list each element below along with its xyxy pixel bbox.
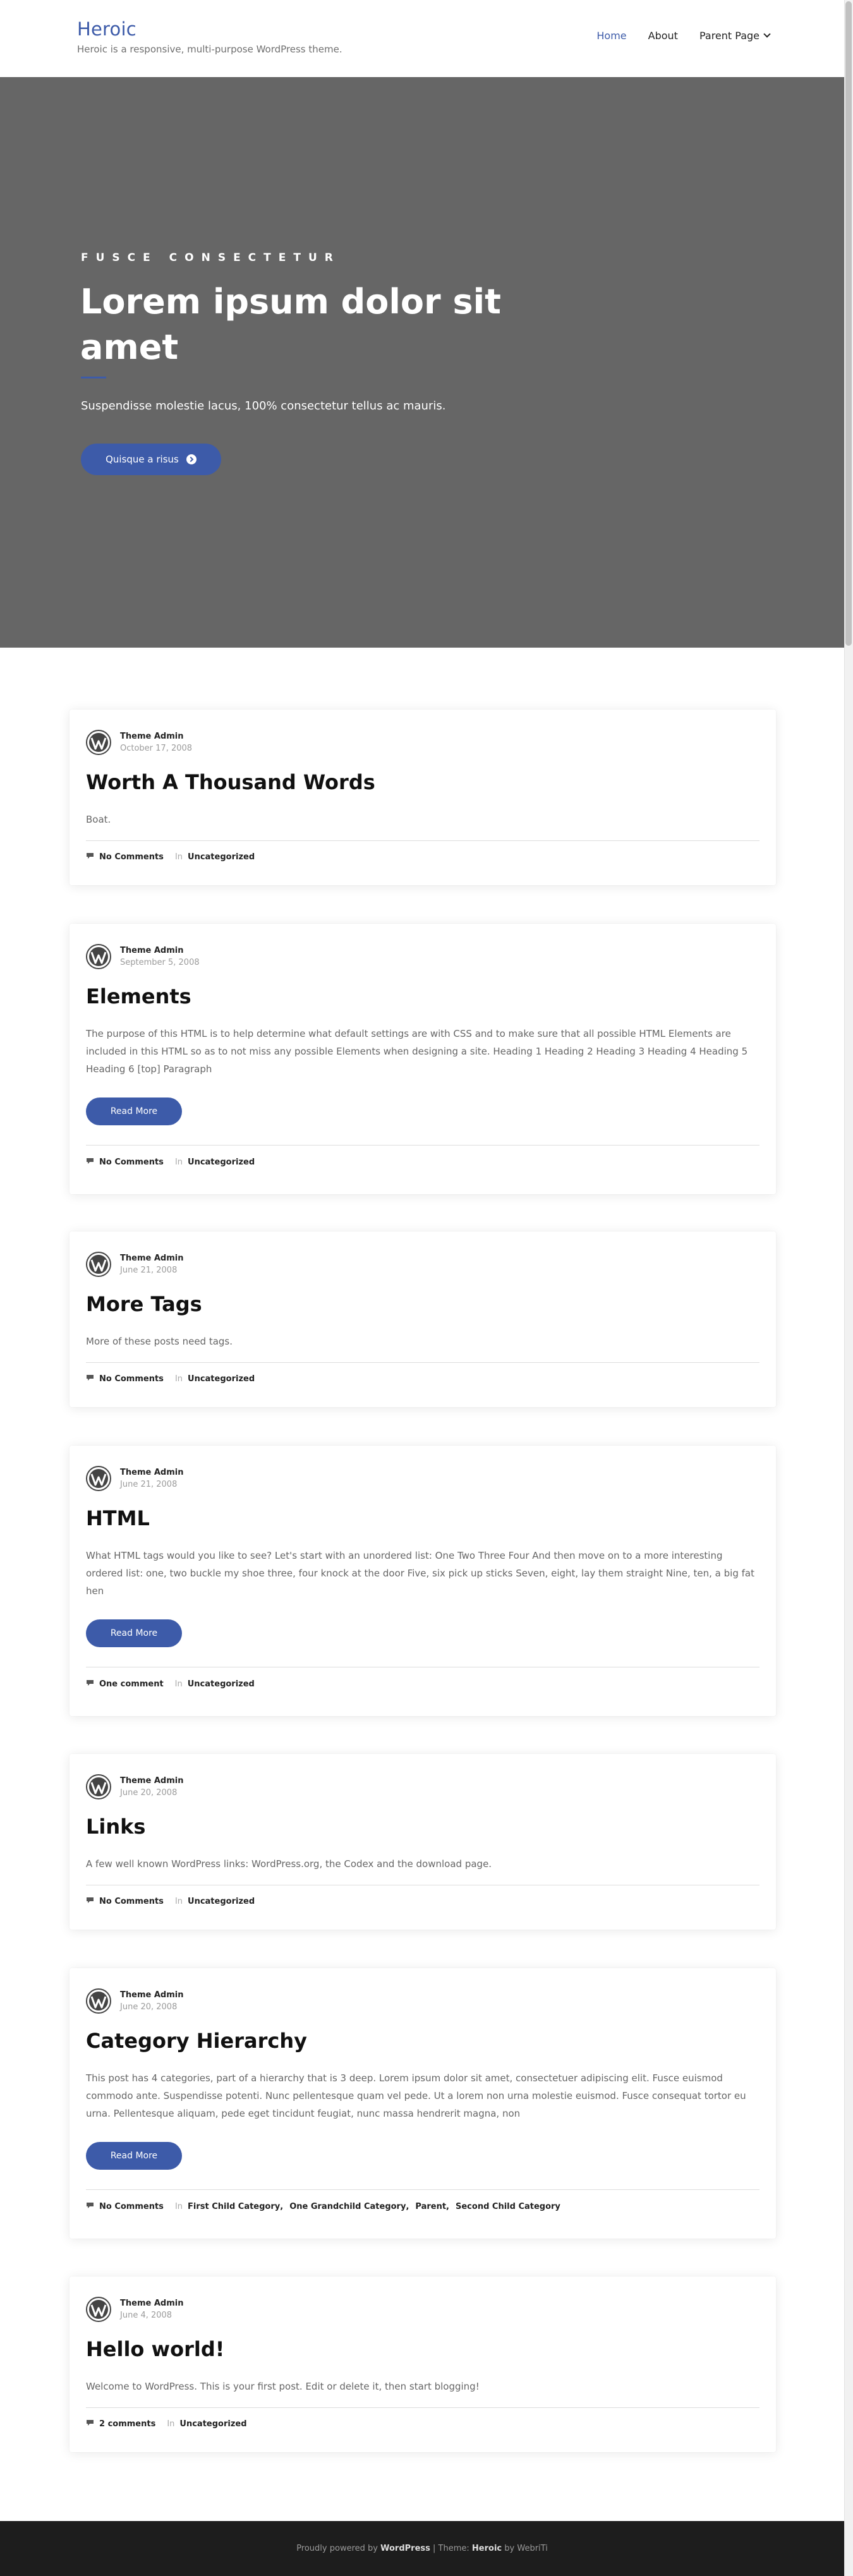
- post-in-label: In: [174, 1158, 183, 1167]
- post-card: [70, 1231, 776, 1407]
- post-card: [70, 1754, 776, 1930]
- post-category-link[interactable]: One Grandchild Category: [289, 2202, 406, 2211]
- post-comments-link[interactable]: No Comments: [99, 1897, 164, 1906]
- comment-icon: [86, 1897, 99, 1906]
- arrow-right-circle-icon: [186, 454, 197, 464]
- post-excerpt: Boat.: [86, 814, 111, 825]
- post-title[interactable]: Links: [86, 1815, 146, 1839]
- post-author-row: [86, 730, 192, 755]
- post-meta: [86, 1679, 255, 1689]
- post-author[interactable]: Theme Admin: [120, 2299, 184, 2308]
- post-author[interactable]: Theme Admin: [120, 946, 184, 955]
- nav-item-about[interactable]: [648, 30, 678, 42]
- wordpress-avatar-icon: [86, 944, 111, 969]
- post-meta: [86, 2419, 247, 2429]
- site-branding: [77, 16, 342, 55]
- post-excerpt: This post has 4 categories, part of a hierarchy that is 3 deep. Lorem ipsum dolor sit amet, consectetuer adipiscing elit. Fusce euismod commodo ante. Suspendisse potenti. Nunc pellentesque quam vel pede. Ut a lorem non urna molestie euismod. Fusce consequat tortor eu urna. Pellentesque aliquam, pede eget tincidunt feugiat, nunc massa hendrerit magna, non: [86, 2072, 746, 2119]
- read-more-button[interactable]: Read More: [86, 1098, 182, 1125]
- post-title[interactable]: HTML: [86, 1506, 150, 1530]
- post-author[interactable]: Theme Admin: [120, 1990, 184, 2000]
- post-comments-link[interactable]: No Comments: [99, 852, 164, 862]
- post-in-label: In: [174, 1679, 183, 1689]
- post-category-link[interactable]: Uncategorized: [188, 1897, 255, 1906]
- post-author-row: [86, 944, 200, 969]
- post-comments-link[interactable]: 2 comments: [99, 2419, 156, 2429]
- footer-prefix: Proudly powered by: [296, 2544, 378, 2553]
- wordpress-avatar-icon: [86, 1466, 111, 1491]
- post-date: June 20, 2008: [120, 2002, 178, 2012]
- read-more-button[interactable]: Read More: [86, 1619, 182, 1647]
- post-category-link[interactable]: Uncategorized: [188, 1158, 255, 1167]
- post-excerpt: What HTML tags would you like to see? Let's start with an unordered list: One Two Three Four And then move on to a more interesting ordered list: one, two buckle my shoe three, four knock at the door Five, six pick up sticks Seven, eight, lay them straight Nine, ten, a big fat hen: [86, 1550, 754, 1597]
- post-comments-link[interactable]: No Comments: [99, 1158, 164, 1167]
- post-author-row: [86, 2297, 183, 2322]
- post-title[interactable]: Worth A Thousand Words: [86, 770, 375, 794]
- post-in-label: In: [167, 2419, 175, 2429]
- post-divider: [86, 2189, 759, 2190]
- post-category-link[interactable]: Second Child Category: [456, 2202, 560, 2211]
- post-card: [70, 710, 776, 885]
- wordpress-avatar-icon: [86, 2297, 111, 2322]
- site-title-link[interactable]: Heroic: [77, 18, 136, 40]
- post-title[interactable]: Category Hierarchy: [86, 2029, 307, 2053]
- nav-item-home[interactable]: [596, 30, 626, 42]
- nav-label-about: About: [648, 30, 678, 42]
- nav-label-parent-page: Parent Page: [699, 30, 759, 42]
- wordpress-avatar-icon: [86, 1774, 111, 1799]
- nav-label-home: Home: [596, 30, 627, 42]
- post-card: [70, 1446, 776, 1716]
- hero-divider: [81, 377, 106, 378]
- comment-icon: [86, 2202, 99, 2211]
- post-card: [70, 924, 776, 1194]
- post-divider: [86, 840, 759, 841]
- post-category-link[interactable]: First Child Category: [188, 2202, 281, 2211]
- comment-icon: [86, 852, 99, 862]
- comment-icon: [86, 1158, 99, 1167]
- footer-author-link[interactable]: WebriTi: [517, 2544, 548, 2553]
- post-excerpt: The purpose of this HTML is to help determine what default settings are with CSS and to make sure that all possible HTML Elements are included in this HTML so as to not miss any possible Elements when designing a site. Heading 1 Heading 2 Heading 3 Heading 4 Heading 5 Heading 6 [top] Paragraph: [86, 1028, 748, 1075]
- chevron-down-icon: [763, 30, 770, 37]
- post-in-label: In: [174, 1897, 183, 1906]
- comment-icon: [86, 1374, 99, 1384]
- category-separator: ,: [406, 2202, 409, 2211]
- post-meta: [86, 1897, 255, 1906]
- post-author[interactable]: Theme Admin: [120, 1254, 184, 1263]
- post-category-link[interactable]: Uncategorized: [187, 1679, 255, 1689]
- wordpress-avatar-icon: [86, 1252, 111, 1277]
- post-date: October 17, 2008: [120, 744, 193, 753]
- post-author[interactable]: Theme Admin: [120, 732, 184, 741]
- post-meta: [86, 1374, 255, 1384]
- post-divider: [86, 1145, 759, 1146]
- wordpress-avatar-icon: [86, 1988, 111, 2014]
- wordpress-avatar-icon: [86, 730, 111, 755]
- footer-theme-label: Theme:: [438, 2544, 469, 2553]
- post-meta: [86, 1158, 255, 1167]
- post-in-label: In: [174, 2202, 183, 2211]
- post-comments-link[interactable]: No Comments: [99, 2202, 164, 2211]
- hero-text: Suspendisse molestie lacus, 100% consectetur tellus ac mauris.: [81, 399, 446, 413]
- site-header: [0, 0, 844, 77]
- post-card: [70, 2277, 776, 2452]
- footer-wordpress-link[interactable]: WordPress: [380, 2544, 430, 2553]
- post-in-label: In: [174, 1374, 183, 1384]
- hero-banner: [0, 77, 844, 648]
- category-separator: ,: [280, 2202, 284, 2211]
- post-category-link[interactable]: Uncategorized: [179, 2419, 247, 2429]
- post-divider: [86, 2407, 759, 2408]
- post-card: [70, 1968, 776, 2239]
- post-date: June 21, 2008: [120, 1266, 178, 1275]
- comment-icon: [86, 2419, 99, 2429]
- post-title[interactable]: Hello world!: [86, 2337, 225, 2361]
- category-separator: ,: [446, 2202, 449, 2211]
- footer-by-label: by: [504, 2544, 515, 2553]
- post-excerpt: A few well known WordPress links: WordPress.org, the Codex and the download page.: [86, 1858, 492, 1870]
- hero-title: Lorem ipsum dolor sit amet: [80, 282, 501, 367]
- post-category-link[interactable]: Parent: [415, 2202, 447, 2211]
- post-comments-link[interactable]: One comment: [99, 1679, 164, 1689]
- scrollbar-thumb[interactable]: [845, 1, 852, 646]
- post-meta: [86, 852, 255, 862]
- hero-eyebrow: FUSCE CONSECTETUR: [81, 251, 341, 264]
- post-divider: [86, 1362, 759, 1363]
- post-date: June 4, 2008: [120, 2311, 172, 2320]
- hero-cta-button[interactable]: [81, 444, 221, 475]
- post-title[interactable]: Elements: [86, 984, 191, 1008]
- main-navigation: [596, 30, 770, 42]
- site-footer: [0, 2521, 844, 2576]
- footer-separator: |: [433, 2544, 436, 2553]
- post-author-row: [86, 1774, 183, 1799]
- nav-item-parent-page[interactable]: [699, 30, 770, 42]
- post-date: June 21, 2008: [120, 1480, 178, 1489]
- post-in-label: In: [174, 852, 183, 862]
- post-comments-link[interactable]: No Comments: [99, 1374, 164, 1384]
- post-excerpt: More of these posts need tags.: [86, 1336, 233, 1347]
- post-date: June 20, 2008: [120, 1788, 178, 1798]
- read-more-button[interactable]: Read More: [86, 2142, 182, 2170]
- hero-cta-label: Quisque a risus: [106, 454, 179, 465]
- post-category-link[interactable]: Uncategorized: [188, 852, 255, 862]
- footer-theme-link[interactable]: Heroic: [471, 2544, 502, 2553]
- post-date: September 5, 2008: [120, 958, 200, 967]
- post-author-row: [86, 1466, 183, 1491]
- post-excerpt: Welcome to WordPress. This is your first post. Edit or delete it, then start blogging!: [86, 2381, 480, 2392]
- post-author-row: [86, 1252, 183, 1277]
- comment-icon: [86, 1679, 99, 1689]
- page-scrollbar[interactable]: [844, 0, 853, 2576]
- post-category-link[interactable]: Uncategorized: [188, 1374, 255, 1384]
- site-tagline: Heroic is a responsive, multi-purpose WordPress theme.: [77, 44, 342, 55]
- post-author-row: [86, 1988, 183, 2014]
- post-author[interactable]: Theme Admin: [120, 1468, 184, 1477]
- post-meta: [86, 2202, 560, 2211]
- post-title[interactable]: More Tags: [86, 1292, 202, 1316]
- post-author[interactable]: Theme Admin: [120, 1776, 184, 1786]
